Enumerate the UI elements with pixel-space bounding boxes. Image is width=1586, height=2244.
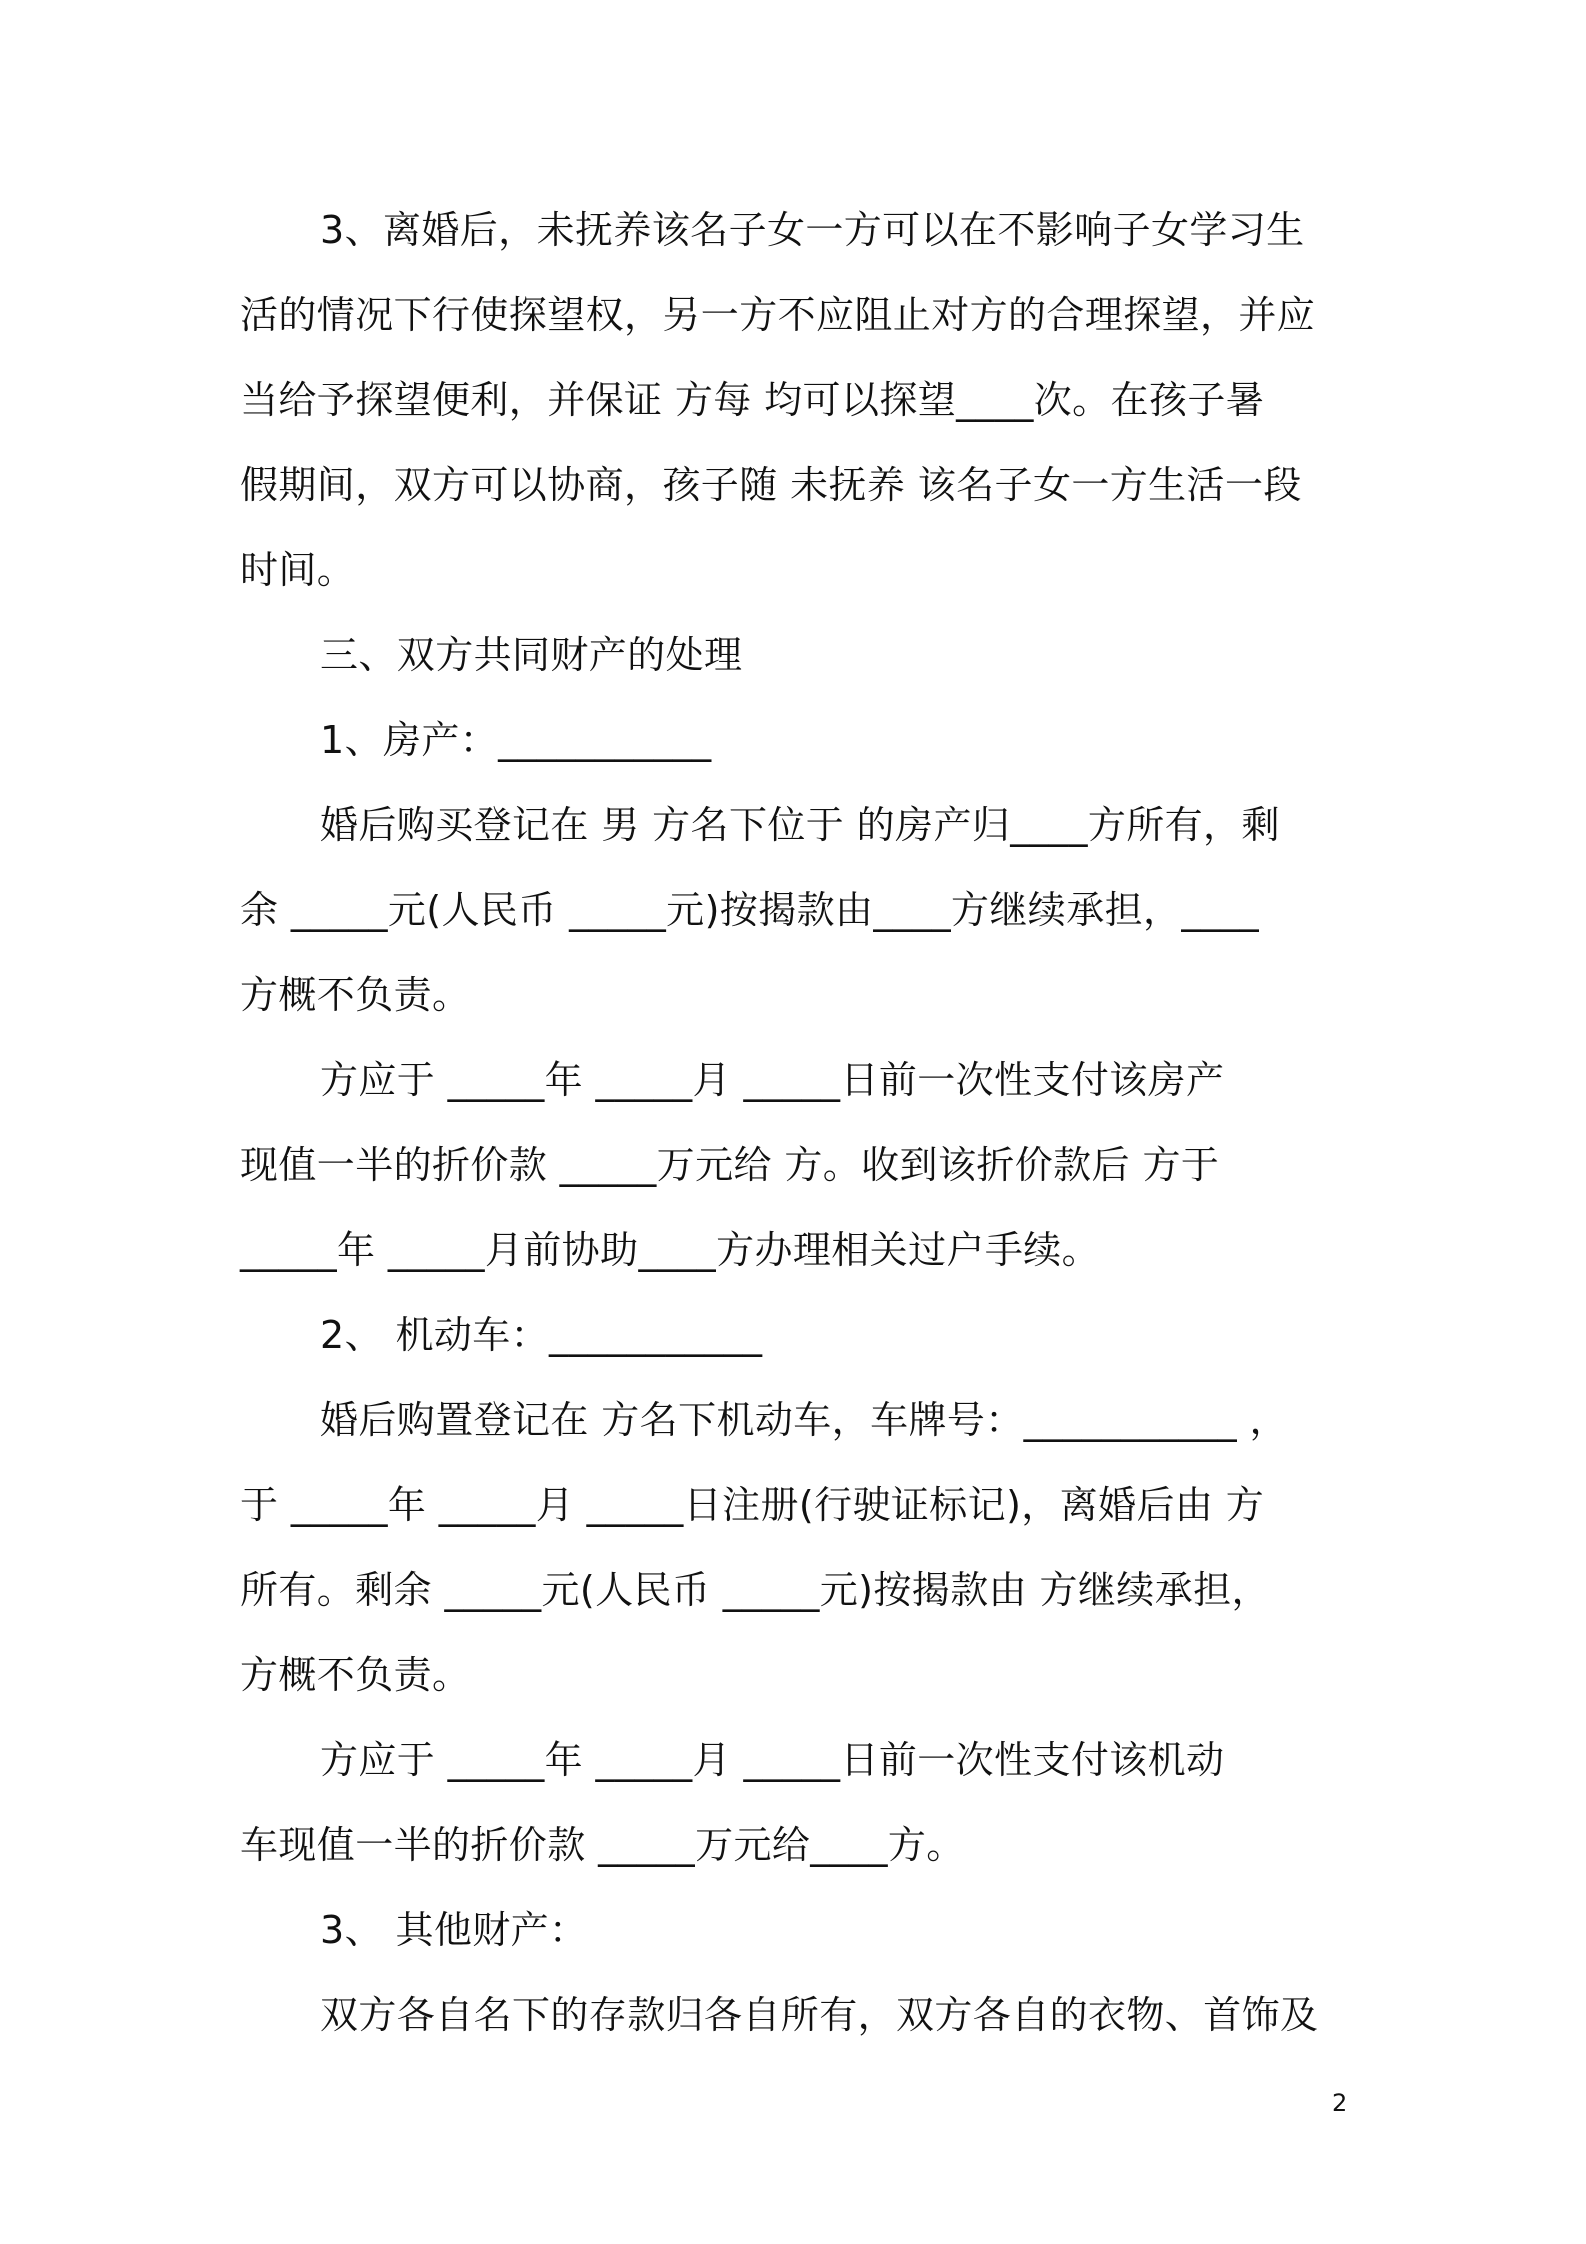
text-line-4: 假期间，双方可以协商，孩子随 未抚养 该名子女一方生活一段 [240, 463, 1302, 507]
text-line-20: 车现值一半的折价款 _____万元给____方。 [240, 1823, 965, 1867]
page-number: 2 [1332, 2089, 1348, 2117]
text-line-8: 婚后购买登记在 男 方名下位于 的房产归____方所有，剩 [320, 803, 1280, 847]
text-line-13: _____年 _____月前协助____方办理相关过户手续。 [240, 1228, 1101, 1272]
text-line-19: 方应于 _____年 _____月 _____日前一次性支付该机动 [320, 1738, 1225, 1782]
text-line-15: 婚后购置登记在 方名下机动车，车牌号：___________ ， [320, 1398, 1288, 1442]
text-line-18: 方概不负责。 [240, 1653, 471, 1697]
text-line-5: 时间。 [240, 548, 356, 592]
subheading-vehicle: 2、 机动车：___________ [320, 1313, 763, 1357]
text-line-22: 双方各自名下的存款归各自所有，双方各自的衣物、首饰及 [320, 1993, 1319, 2037]
subheading-house: 1、房产：___________ [320, 718, 712, 762]
subheading-other-property: 3、 其他财产： [320, 1908, 588, 1952]
section-heading-property: 三、双方共同财产的处理 [320, 633, 743, 677]
text-line-2: 活的情况下行使探望权，另一方不应阻止对方的合理探望，并应 [240, 293, 1316, 337]
text-line-1: 3、离婚后，未抚养该名子女一方可以在不影响子女学习生 [320, 208, 1305, 252]
text-line-17: 所有。剩余 _____元(人民币 _____元)按揭款由 方继续承担， [240, 1568, 1270, 1612]
text-line-9: 余 _____元(人民币 _____元)按揭款由____方继续承担，____ [240, 888, 1260, 932]
text-line-12: 现值一半的折价款 _____万元给 方。收到该折价款后 方于 [240, 1143, 1220, 1187]
text-line-3: 当给予探望便利，并保证 方每 均可以探望____次。在孩子暑 [240, 378, 1265, 422]
text-line-11: 方应于 _____年 _____月 _____日前一次性支付该房产 [320, 1058, 1225, 1102]
text-line-10: 方概不负责。 [240, 973, 471, 1017]
text-line-16: 于 _____年 _____月 _____日注册(行驶证标记)，离婚后由 方 [240, 1483, 1265, 1527]
